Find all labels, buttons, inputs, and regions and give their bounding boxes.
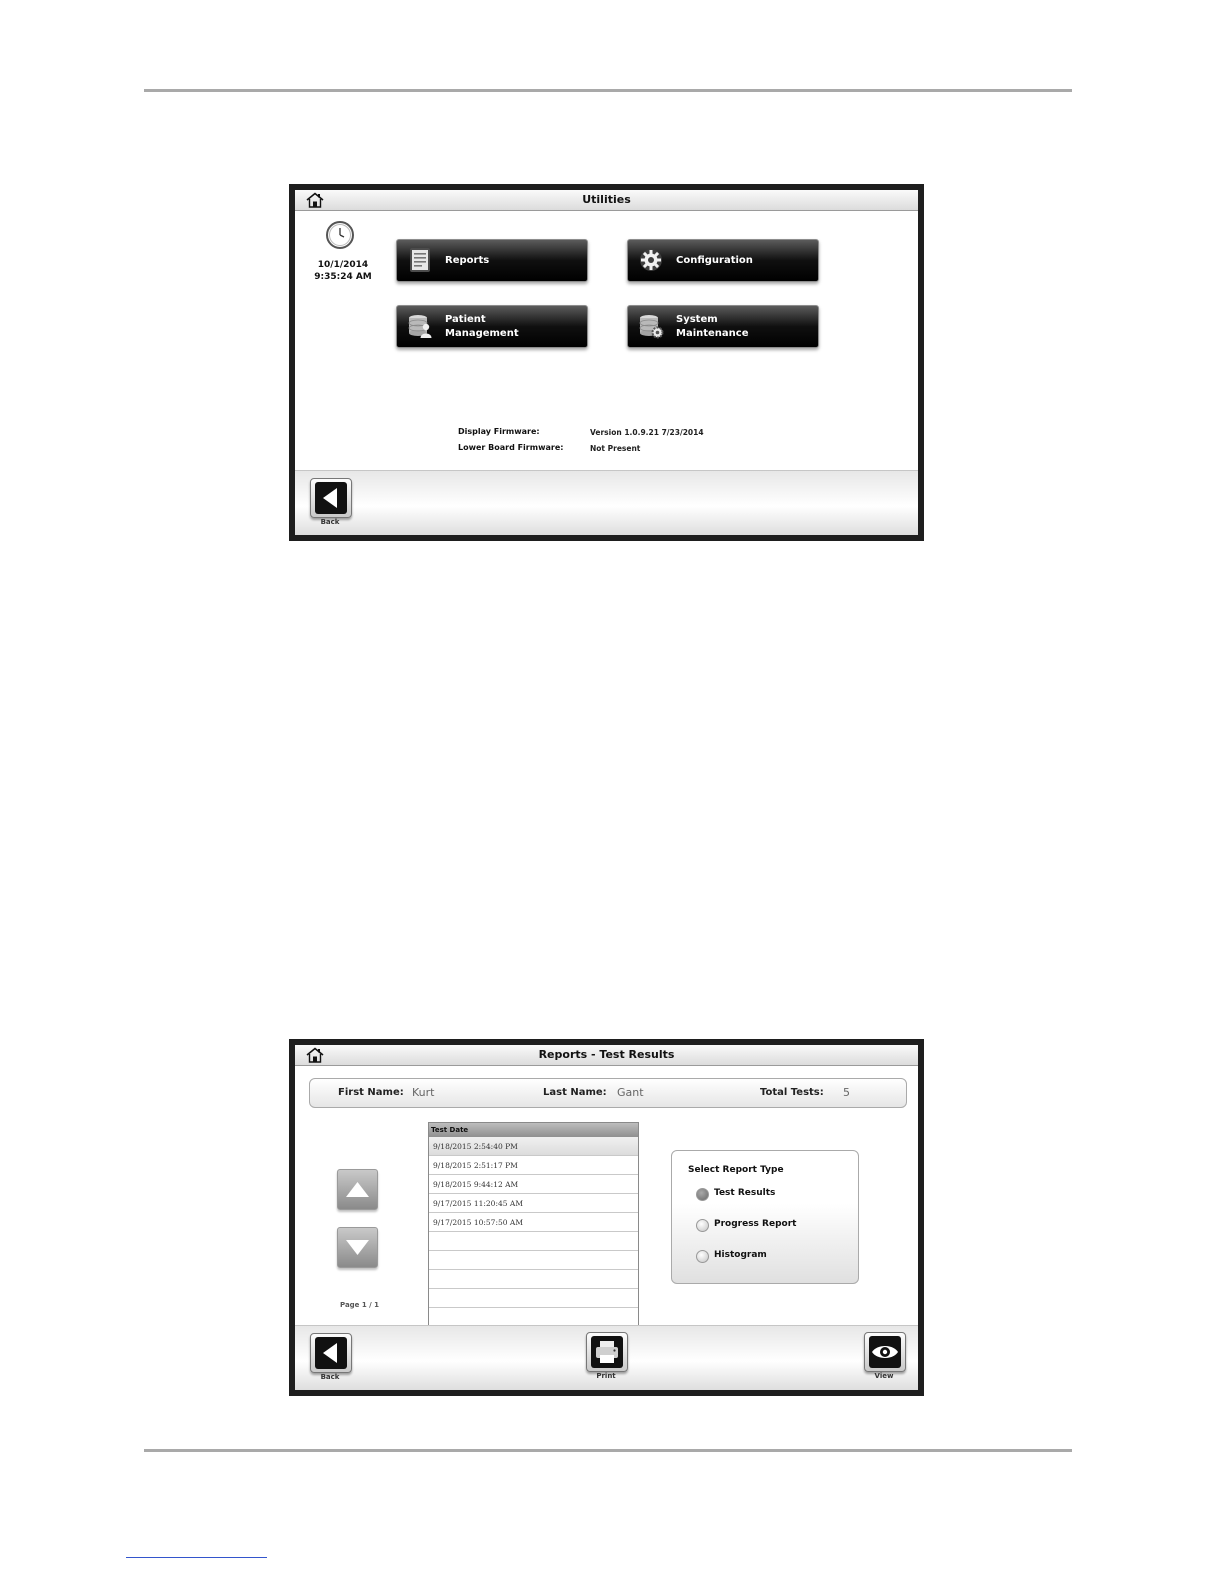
up-arrow-icon — [338, 1170, 377, 1209]
reports-screenshot — [289, 1039, 924, 1396]
patient-info-bar — [309, 1078, 907, 1108]
radio-histogram[interactable] — [696, 1250, 709, 1263]
table-row[interactable]: 9/18/2015 2:51:17 PM — [429, 1156, 638, 1175]
print-label: Print — [596, 1372, 616, 1380]
system-maintenance-label-line1: System — [676, 314, 718, 325]
back-label: Back — [320, 1373, 340, 1381]
system-maintenance-label-line2: Maintenance — [676, 328, 749, 339]
scroll-up-button[interactable] — [337, 1169, 378, 1210]
patient-management-button[interactable] — [396, 305, 588, 348]
back-button[interactable] — [310, 1333, 352, 1373]
scroll-down-button[interactable] — [337, 1227, 378, 1268]
configuration-label: Configuration — [676, 255, 753, 266]
title-bar — [295, 1045, 918, 1066]
bottom-toolbar — [295, 470, 918, 535]
current-date: 10/1/2014 — [317, 260, 369, 270]
back-arrow-icon — [311, 1334, 351, 1372]
table-header-test-date: Test Date — [429, 1123, 638, 1137]
clock-icon — [325, 220, 355, 250]
radio-test-results[interactable] — [696, 1188, 709, 1201]
page-title: Reports - Test Results — [538, 1048, 675, 1061]
table-row-empty — [429, 1232, 638, 1251]
test-date-table — [428, 1122, 639, 1331]
document-icon — [407, 247, 433, 273]
first-name-value: Kurt — [412, 1086, 435, 1099]
patient-management-label-line2: Management — [445, 328, 519, 339]
last-name-label: Last Name: — [543, 1087, 607, 1098]
option-histogram-label[interactable]: Histogram — [714, 1250, 767, 1260]
option-progress-report-label[interactable]: Progress Report — [714, 1219, 797, 1229]
patient-management-label-line1: Patient — [445, 314, 486, 325]
back-arrow-icon — [311, 479, 351, 517]
table-row-empty — [429, 1251, 638, 1270]
report-type-panel — [671, 1150, 859, 1284]
gear-icon — [638, 247, 664, 273]
table-row-empty — [429, 1270, 638, 1289]
back-label: Back — [320, 518, 340, 526]
print-button[interactable] — [586, 1332, 628, 1372]
current-time: 9:35:24 AM — [314, 272, 372, 282]
radio-progress-report[interactable] — [696, 1219, 709, 1232]
page-indicator: Page 1 / 1 — [340, 1301, 380, 1309]
reports-button[interactable] — [396, 239, 588, 282]
option-test-results-label[interactable]: Test Results — [714, 1188, 776, 1198]
lower-board-firmware-value: Not Present — [590, 444, 641, 453]
reports-label: Reports — [445, 255, 490, 266]
bottom-toolbar — [295, 1325, 918, 1390]
footer-rule — [144, 1449, 1072, 1452]
footer-link-underline — [126, 1557, 267, 1558]
display-firmware-label: Display Firmware: — [458, 427, 540, 436]
utilities-screenshot — [289, 184, 924, 541]
table-row[interactable]: 9/18/2015 2:54:40 PM — [429, 1137, 638, 1156]
patient-database-icon — [407, 313, 433, 339]
view-button[interactable] — [864, 1332, 906, 1372]
reports-screen — [295, 1045, 918, 1390]
table-row[interactable]: 9/18/2015 9:44:12 AM — [429, 1175, 638, 1194]
eye-icon — [865, 1333, 905, 1371]
down-arrow-icon — [338, 1228, 377, 1267]
table-row-empty — [429, 1289, 638, 1308]
configuration-button[interactable] — [627, 239, 819, 282]
printer-icon — [587, 1333, 627, 1371]
lower-board-firmware-label: Lower Board Firmware: — [458, 443, 564, 452]
page-title: Utilities — [582, 193, 631, 206]
header-rule — [144, 89, 1072, 92]
database-gear-icon — [638, 313, 664, 339]
display-firmware-value: Version 1.0.9.21 7/23/2014 — [590, 428, 704, 437]
first-name-label: First Name: — [338, 1087, 404, 1098]
utilities-screen — [295, 190, 918, 535]
title-bar — [295, 190, 918, 211]
back-button[interactable] — [310, 478, 352, 518]
report-type-heading: Select Report Type — [688, 1165, 784, 1175]
table-row[interactable]: 9/17/2015 10:57:50 AM — [429, 1213, 638, 1232]
view-label: View — [874, 1372, 894, 1380]
system-maintenance-button[interactable] — [627, 305, 819, 348]
last-name-value: Gant — [617, 1086, 644, 1099]
total-tests-label: Total Tests: — [760, 1087, 824, 1098]
table-row[interactable]: 9/17/2015 11:20:45 AM — [429, 1194, 638, 1213]
total-tests-value: 5 — [843, 1086, 850, 1099]
